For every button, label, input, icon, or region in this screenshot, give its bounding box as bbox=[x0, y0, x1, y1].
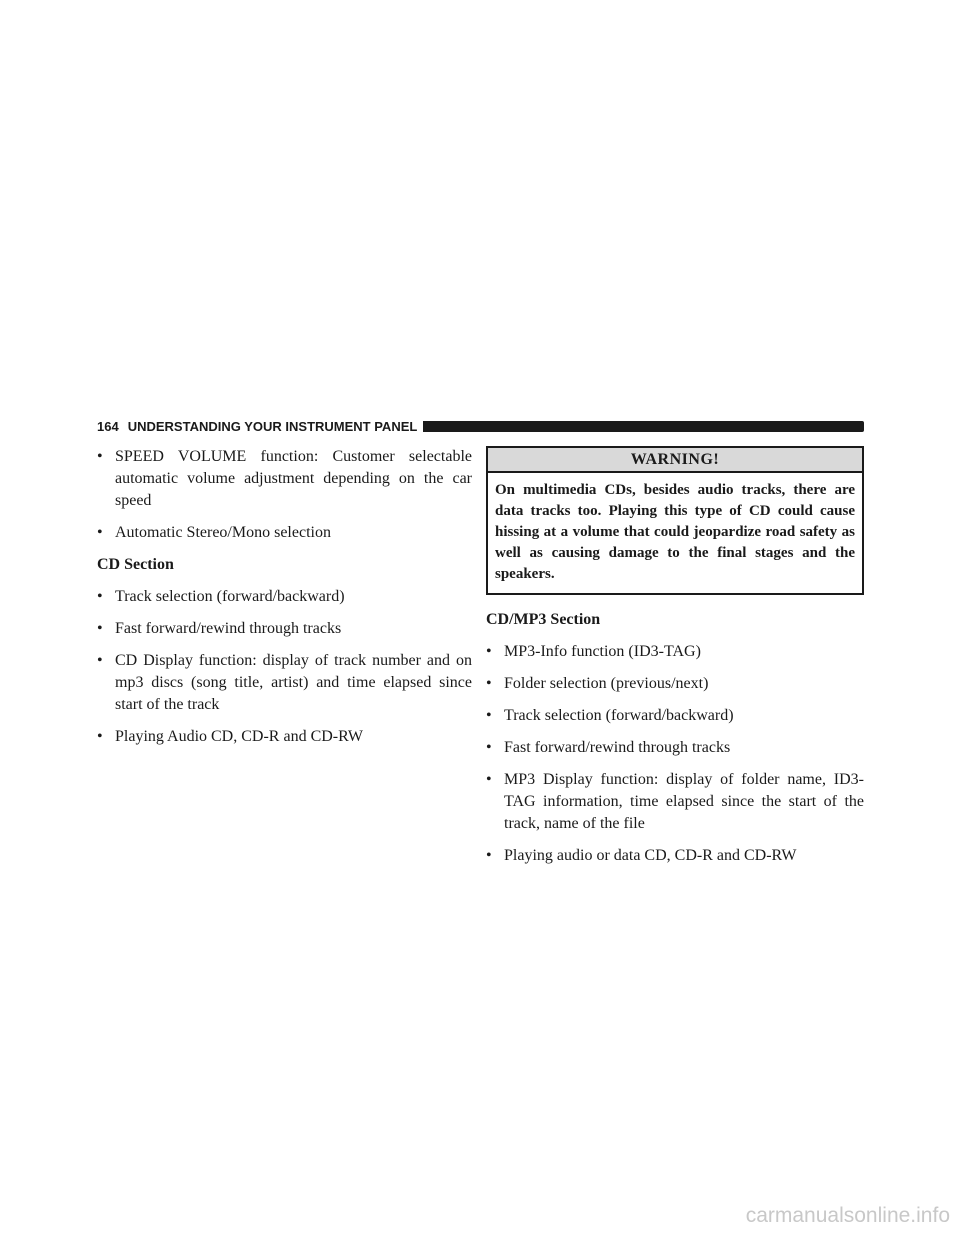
list-item bbox=[97, 650, 472, 716]
list-item-text: Playing audio or data CD, CD-R and CD-RW bbox=[504, 847, 797, 864]
bullet-icon: • bbox=[97, 524, 103, 541]
list-item bbox=[97, 446, 472, 512]
list-item bbox=[486, 737, 864, 759]
bullet-icon: • bbox=[486, 739, 492, 756]
warning-body: On multimedia CDs, besides audio tracks, there are data tracks too. Playing this type of CD could cause hissing at a volume that could jeopardize road safety as well as causing damage to the final stages and the speakers. bbox=[495, 482, 855, 582]
warning-title: WARNING! bbox=[488, 448, 862, 473]
bullet-icon: • bbox=[97, 588, 103, 605]
section-title: UNDERSTANDING YOUR INSTRUMENT PANEL bbox=[127, 418, 418, 434]
warning-box bbox=[486, 446, 864, 595]
list-item-text: Playing Audio CD, CD-R and CD-RW bbox=[115, 728, 364, 745]
list-item bbox=[486, 769, 864, 835]
list-item bbox=[486, 845, 864, 867]
bullet-icon: • bbox=[486, 847, 492, 864]
list-item bbox=[486, 673, 864, 695]
list-item-text: Folder selection (previous/next) bbox=[504, 675, 709, 692]
list-item-text: Fast forward/rewind through tracks bbox=[115, 620, 342, 637]
list-item-text: MP3 Display function: display of folder name, ID3-TAG information, time elapsed since the start of the track, name of the file bbox=[504, 771, 864, 832]
list-item-text: MP3-Info function (ID3-TAG) bbox=[504, 643, 701, 660]
bullet-icon: • bbox=[97, 728, 103, 745]
bullet-icon: • bbox=[486, 675, 492, 692]
bullet-icon: • bbox=[486, 771, 492, 788]
list-item bbox=[97, 726, 472, 748]
bullet-icon: • bbox=[97, 448, 103, 465]
watermark: carmanualsonline.info bbox=[745, 1204, 950, 1227]
list-item-text: Automatic Stereo/Mono selection bbox=[115, 524, 331, 541]
list-item bbox=[486, 641, 864, 663]
bullet-icon: • bbox=[486, 707, 492, 724]
left-column bbox=[97, 446, 472, 758]
header-rule bbox=[423, 421, 864, 432]
list-item-text: Track selection (forward/backward) bbox=[504, 707, 734, 724]
list-item-text: CD Display function: display of track number and on mp3 discs (song title, artist) and time elapsed since start of the track bbox=[115, 652, 472, 713]
list-item bbox=[97, 618, 472, 640]
cd-section-heading: CD Section bbox=[97, 556, 174, 573]
list-item bbox=[97, 522, 472, 544]
bullet-icon: • bbox=[97, 620, 103, 637]
list-item bbox=[97, 586, 472, 608]
list-item-text: Fast forward/rewind through tracks bbox=[504, 739, 731, 756]
list-item bbox=[486, 705, 864, 727]
page-header bbox=[97, 418, 864, 434]
bullet-icon: • bbox=[97, 652, 103, 669]
list-item-text: SPEED VOLUME function: Customer selectable automatic volume adjustment depending on the car speed bbox=[115, 448, 472, 509]
mp3-section-heading: CD/MP3 Section bbox=[486, 611, 601, 628]
page-number: 164 bbox=[97, 418, 119, 434]
bullet-icon: • bbox=[486, 643, 492, 660]
right-column bbox=[486, 446, 864, 877]
list-item-text: Track selection (forward/backward) bbox=[115, 588, 345, 605]
